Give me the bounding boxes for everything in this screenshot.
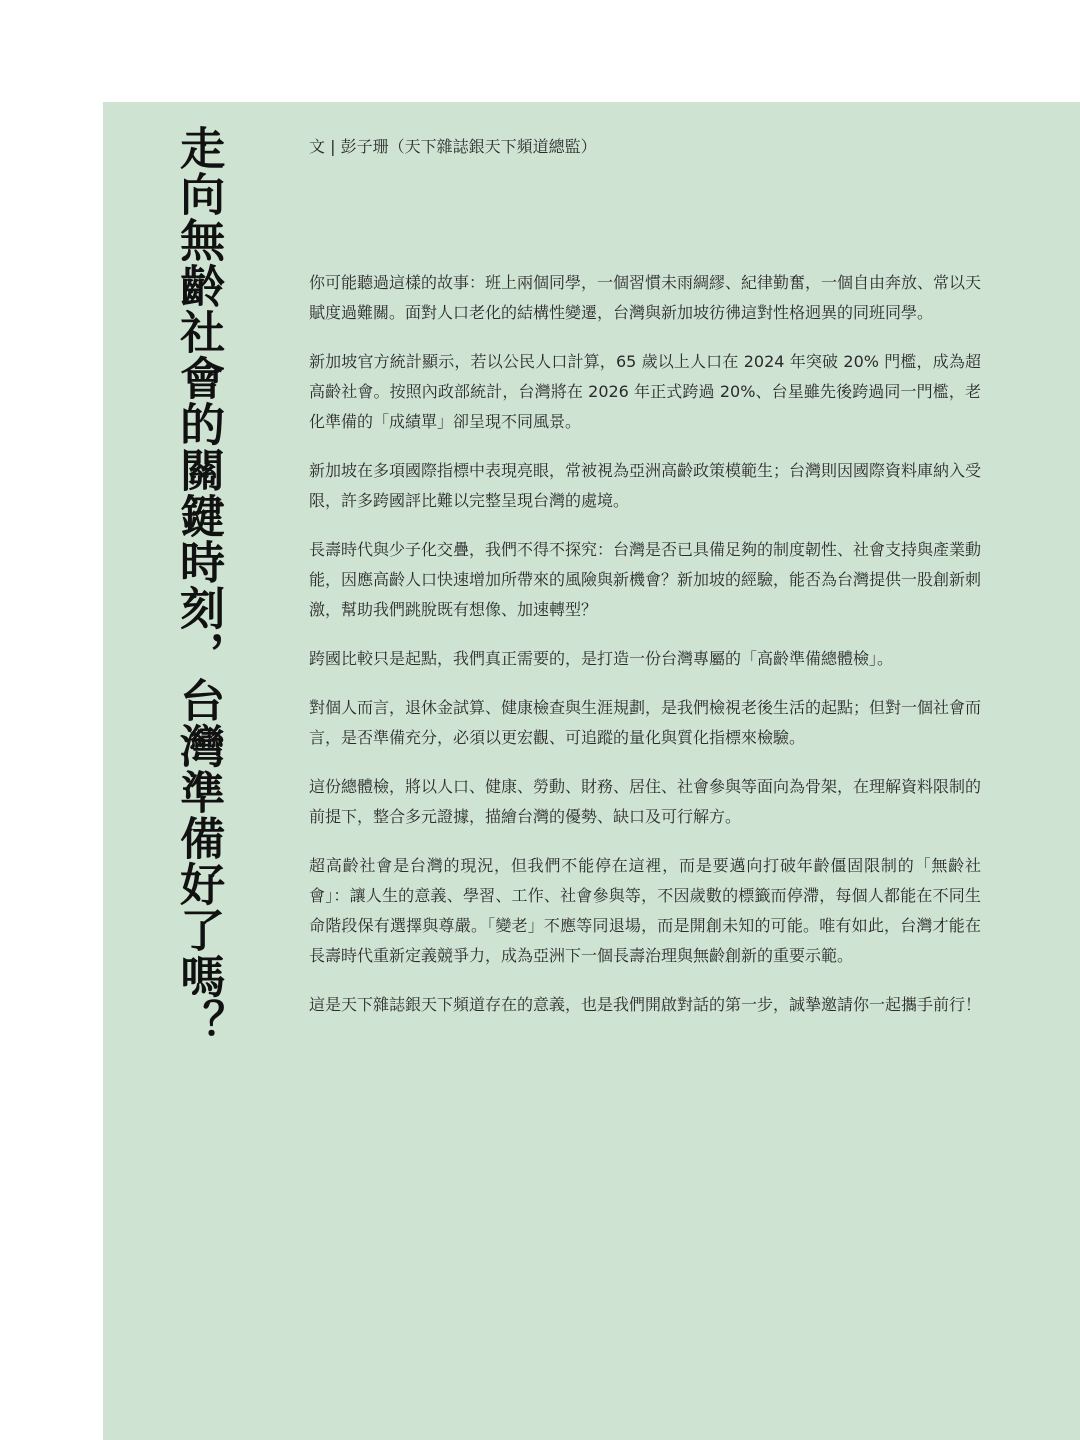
paragraph: 新加坡在多項國際指標中表現亮眼，常被視為亞洲高齡政策模範生；台灣則因國際資料庫納入受限，許多跨國評比難以完整呈現台灣的處境。 xyxy=(309,461,982,510)
paragraph: 新加坡官方統計顯示，若以公民人口計算，65 歲以上人口在 2024 年突破 20% 門檻，成為超高齡社會。按照內政部統計，台灣將在 2026 年正式跨過 20%、台星雖先後跨過同一門檻，老化準備的「成績單」卻呈現不同風景。 xyxy=(309,352,981,431)
author-byline: 文 | 彭子珊（天下雜誌銀天下頻道總監） xyxy=(309,137,597,156)
paragraph: 長壽時代與少子化交疊，我們不得不探究：台灣是否已具備足夠的制度韌性、社會支持與產業動能，因應高齡人口快速增加所帶來的風險與新機會？新加坡的經驗，能否為台灣提供一股創新刺激，幫助我們跳脫既有想像、加速轉型？ xyxy=(309,540,982,619)
paragraph: 超高齡社會是台灣的現況，但我們不能停在這裡，而是要邁向打破年齡僵固限制的「無齡社會」：讓人生的意義、學習、工作、社會參與等，不因歲數的標籤而停滯，每個人都能在不同生命階段保有選擇與尊嚴。「變老」不應等同退場，而是開創未知的可能。唯有如此，台灣才能在長壽時代重新定義競爭力，成為亞洲下一個長壽治理與無齡創新的重要示範。 xyxy=(309,856,981,965)
paragraph: 對個人而言，退休金試算、健康檢查與生涯規劃，是我們檢視老後生活的起點；但對一個社會而言，是否準備充分，必須以更宏觀、可追蹤的量化與質化指標來檢驗。 xyxy=(309,698,982,747)
article-body xyxy=(309,268,981,1039)
paragraph: 這是天下雜誌銀天下頻道存在的意義，也是我們開啟對話的第一步，誠摯邀請你一起攜手前行！ xyxy=(309,995,982,1014)
paragraph: 這份總體檢，將以人口、健康、勞動、財務、居住、社會參與等面向為骨架，在理解資料限制的前提下，整合多元證據，描繪台灣的優勢、缺口及可行解方。 xyxy=(309,777,982,826)
paragraph: 跨國比較只是起點，我們真正需要的，是打造一份台灣專屬的「高齡準備總體檢」。 xyxy=(309,649,894,668)
article-title: 走向無齡社會的關鍵時刻，台灣準備好了嗎？ xyxy=(172,125,226,1045)
paragraph: 你可能聽過這樣的故事：班上兩個同學，一個習慣未雨綢繆、紀律勤奮，一個自由奔放、常以天賦度過難關。面對人口老化的結構性變遷，台灣與新加坡彷彿這對性格迥異的同班同學。 xyxy=(309,273,982,322)
